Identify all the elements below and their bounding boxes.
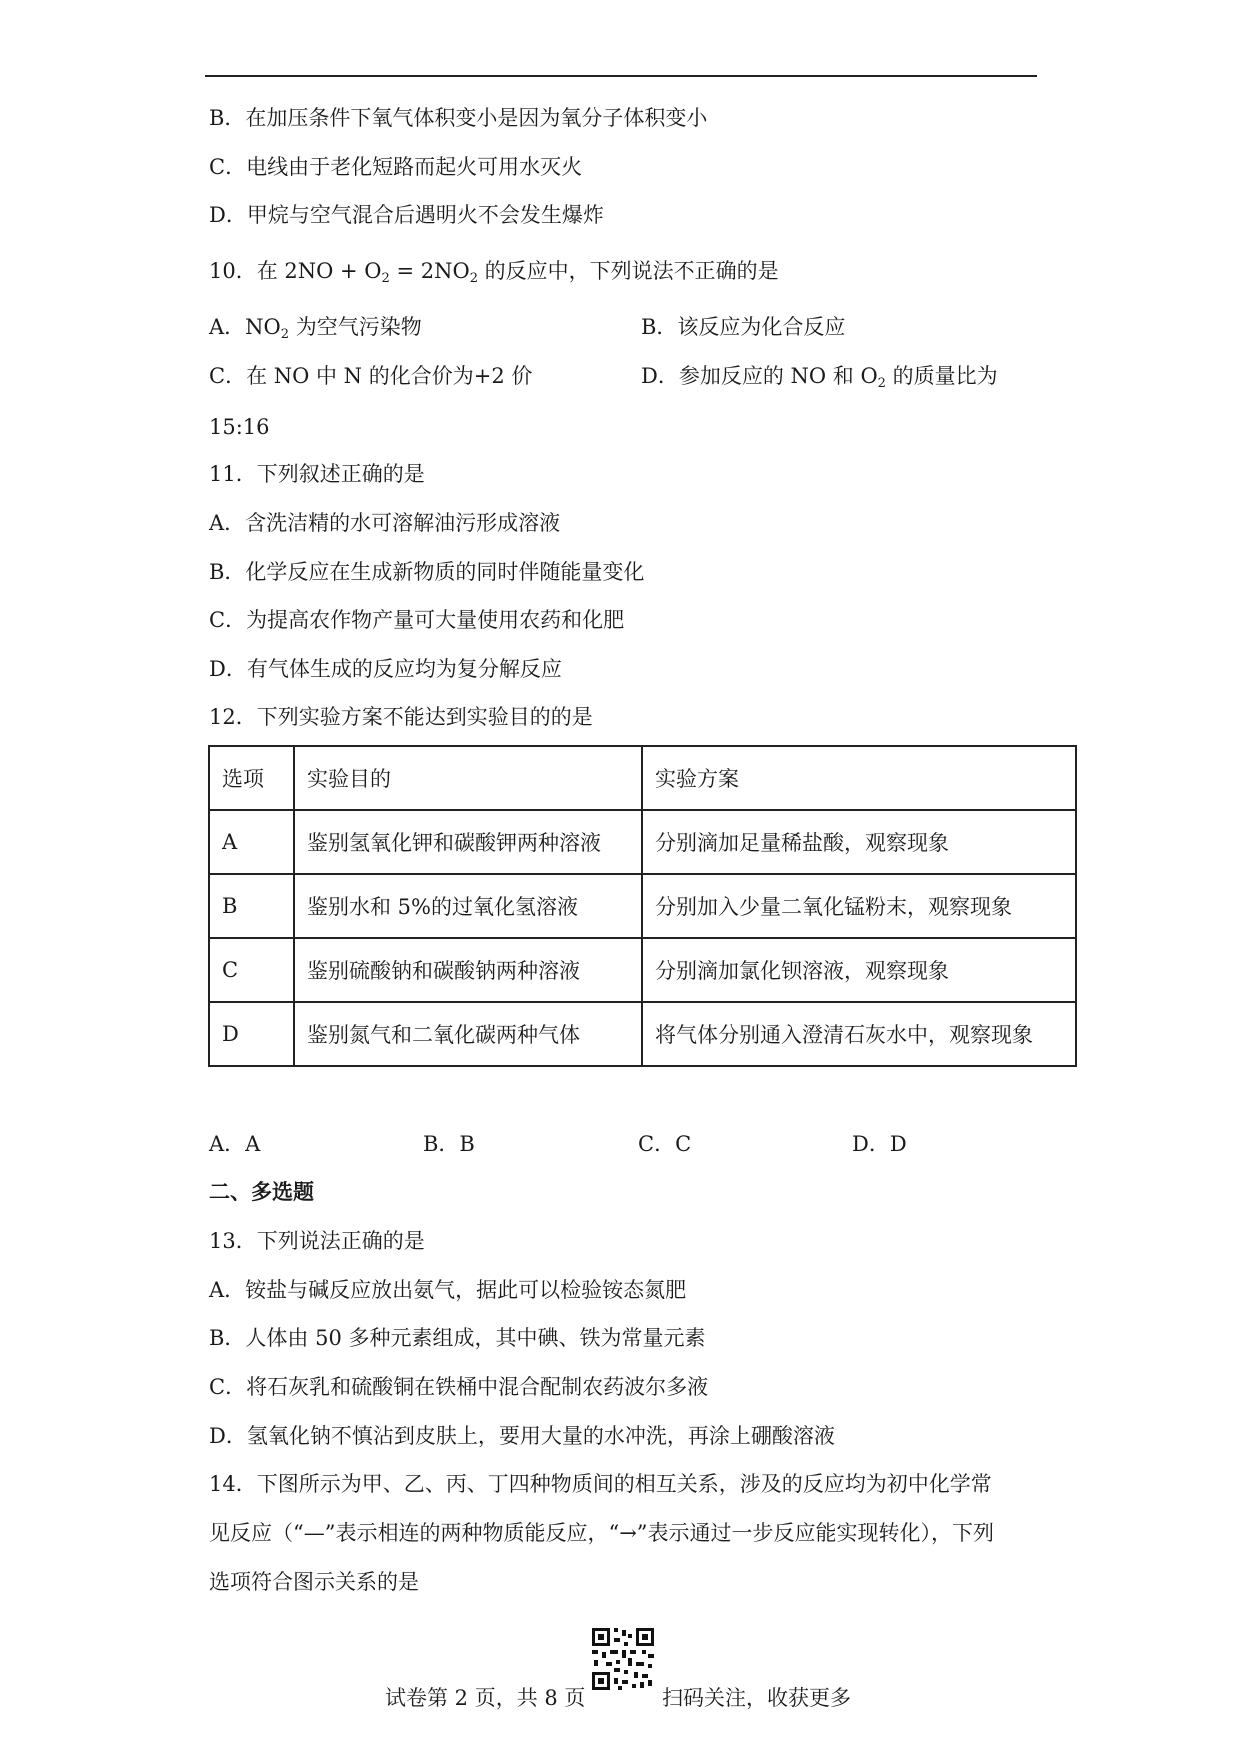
q11-option-c: C．为提高农作物产量可大量使用农药和化肥	[209, 608, 625, 632]
q12-stem: 12．下列实验方案不能达到实验目的的是	[209, 705, 593, 729]
table-cell: 鉴别氢氧化钾和碳酸钾两种溶液	[294, 810, 642, 874]
q10-option-c: C．在 NO 中 N 的化合价为+2 价	[209, 364, 533, 388]
table-header-cell: 实验方案	[642, 746, 1076, 810]
q12-option-c: C．C	[638, 1132, 692, 1156]
page-number: 试卷第 2 页，共 8 页	[385, 1686, 586, 1710]
table-cell: 鉴别硫酸钠和碳酸钠两种溶液	[294, 938, 642, 1002]
page-footer	[0, 1676, 1240, 1716]
q10-option-d-continued: 15:16	[209, 415, 270, 439]
table-row	[209, 874, 1076, 938]
table-cell: 鉴别氮气和二氧化碳两种气体	[294, 1002, 642, 1066]
qr-caption: 扫码关注，收获更多	[662, 1686, 851, 1710]
q11-option-d: D．有气体生成的反应均为复分解反应	[209, 657, 562, 681]
table-row	[209, 938, 1076, 1002]
q14-stem-line1: 14．下图所示为甲、乙、丙、丁四种物质间的相互关系，涉及的反应均为初中化学常	[209, 1472, 992, 1496]
experiment-table	[208, 745, 1077, 1067]
table-cell: 分别加入少量二氧化锰粉末，观察现象	[642, 874, 1076, 938]
q13-option-a: A．铵盐与碱反应放出氨气，据此可以检验铵态氮肥	[209, 1278, 687, 1302]
q13-option-c: C．将石灰乳和硫酸铜在铁桶中混合配制农药波尔多液	[209, 1375, 709, 1399]
q14-stem-line3: 选项符合图示关系的是	[209, 1570, 419, 1594]
table-header-row	[209, 746, 1076, 810]
table-header-cell: 选项	[209, 746, 294, 810]
q11-stem: 11．下列叙述正确的是	[209, 462, 425, 486]
q9-option-c: C．电线由于老化短路而起火可用水灭火	[209, 155, 583, 179]
q10-option-a: A．$NO_2$ 为空气污染物	[209, 315, 422, 342]
q11-option-a: A．含洗洁精的水可溶解油污形成溶液	[209, 511, 561, 535]
table-row	[209, 1002, 1076, 1066]
table-cell: 分别滴加足量稀盐酸，观察现象	[642, 810, 1076, 874]
q14-stem-line2: 见反应（“—”表示相连的两种物质能反应，“→”表示通过一步反应能实现转化），下列	[209, 1521, 995, 1545]
qr-code-icon[interactable]	[590, 1626, 656, 1692]
table-cell: B	[209, 874, 294, 938]
q10-stem: 10．在 $2NO + O_2 = 2NO_2$ 的反应中，下列说法不正确的是	[209, 259, 779, 286]
q12-option-b: B．B	[423, 1132, 475, 1156]
q12-option-d: D．D	[852, 1132, 907, 1156]
q12-option-a: A．A	[209, 1132, 261, 1156]
q13-option-b: B．人体由 50 多种元素组成，其中碘、铁为常量元素	[209, 1326, 706, 1350]
table-cell: D	[209, 1002, 294, 1066]
q10-option-d: D．参加反应的 NO 和 $O_2$ 的质量比为	[641, 364, 998, 391]
table-cell: 分别滴加氯化钡溶液，观察现象	[642, 938, 1076, 1002]
table-cell: 将气体分别通入澄清石灰水中，观察现象	[642, 1002, 1076, 1066]
table-cell: 鉴别水和 5%的过氧化氢溶液	[294, 874, 642, 938]
q10-option-b: B．该反应为化合反应	[641, 315, 846, 339]
q13-option-d: D．氢氧化钠不慎沾到皮肤上，要用大量的水冲洗，再涂上硼酸溶液	[209, 1424, 835, 1448]
header-rule	[205, 75, 1037, 77]
table-cell: A	[209, 810, 294, 874]
q13-stem: 13．下列说法正确的是	[209, 1229, 425, 1253]
section-title: 二、多选题	[209, 1179, 314, 1204]
table-cell: C	[209, 938, 294, 1002]
table-header-cell: 实验目的	[294, 746, 642, 810]
table-row	[209, 810, 1076, 874]
q9-option-d: D．甲烷与空气混合后遇明火不会发生爆炸	[209, 203, 604, 227]
q9-option-b: B．在加压条件下氧气体积变小是因为氧分子体积变小	[209, 106, 708, 130]
q11-option-b: B．化学反应在生成新物质的同时伴随能量变化	[209, 560, 645, 584]
